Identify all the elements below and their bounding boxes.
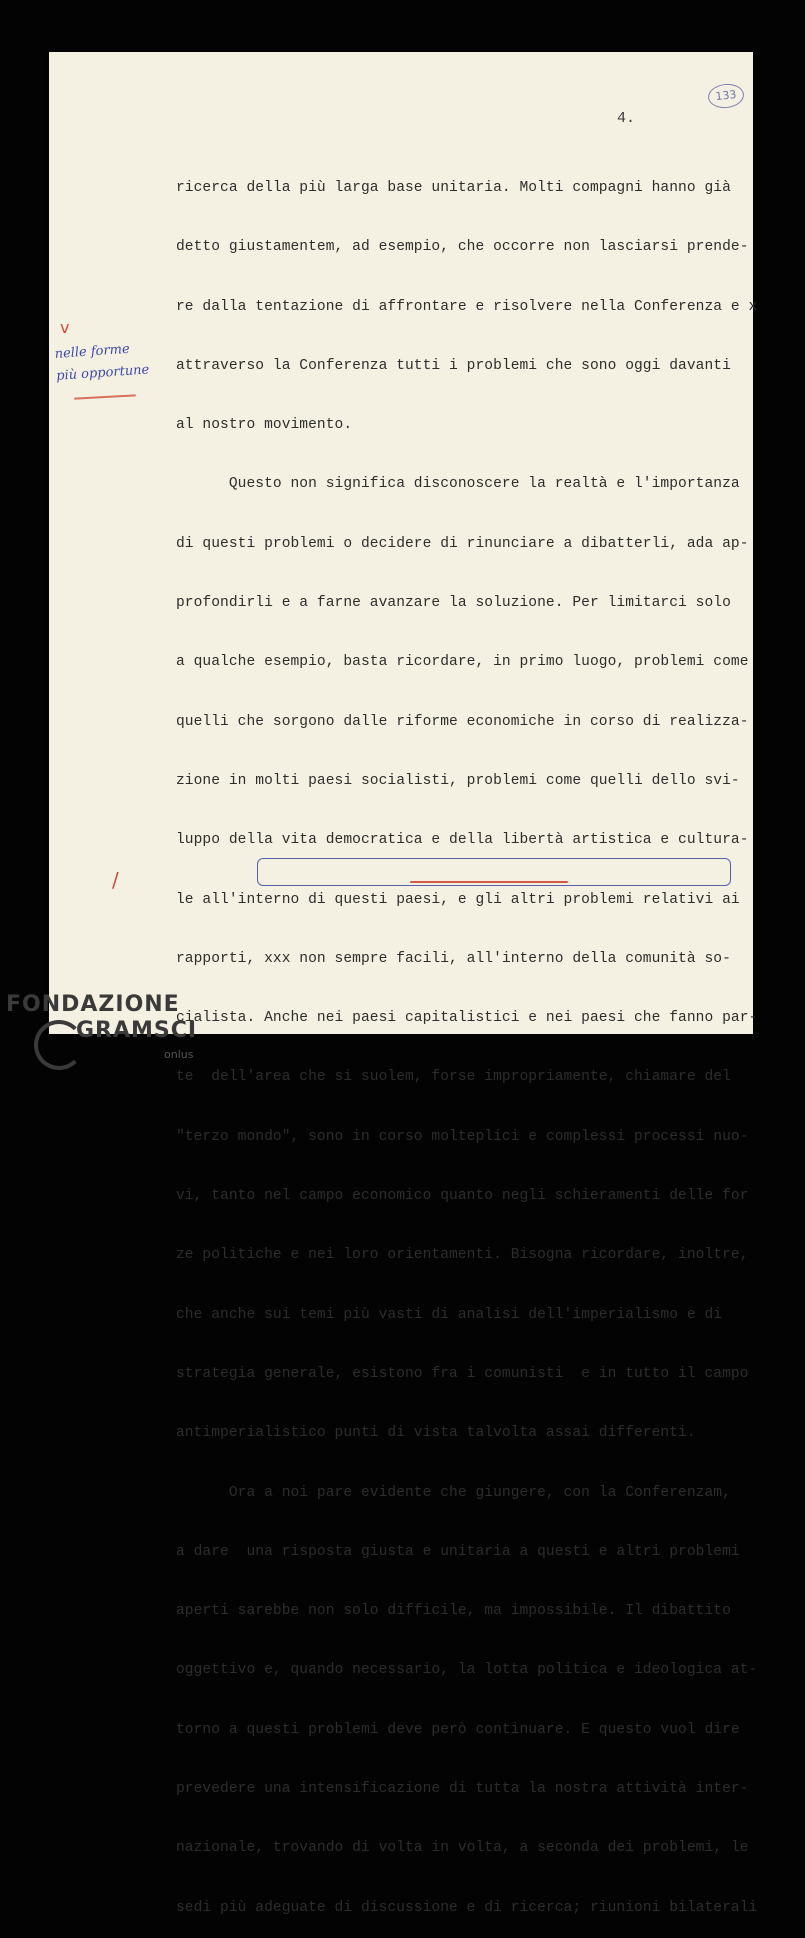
text-line: prevedere una intensificazione di tutta la nostra attività inter- bbox=[176, 1781, 749, 1798]
text-line: le all'interno di questi paesi, e gli altri problemi relativi ai bbox=[176, 891, 740, 908]
margin-note-line: nelle forme bbox=[54, 341, 131, 362]
text-line: Questo non significa disconoscere la realtà e l'importanza bbox=[176, 476, 740, 493]
text-line: a dare una risposta giusta e unitaria a questi e altri problemi bbox=[176, 1543, 740, 1560]
text-line: di questi problemi o decidere di rinunciare a dibatterli, ada ap- bbox=[176, 535, 749, 552]
text-line: sedi più adeguate di discussione e di ricerca; riunioni bilaterali bbox=[176, 1899, 758, 1916]
logo-line1: FONDAZIONE bbox=[6, 992, 180, 1017]
text-line: rapporti, xxx non sempre facili, all'interno della comunità so- bbox=[176, 950, 731, 967]
red-underline-mark bbox=[410, 881, 568, 883]
text-line: ricerca della più larga base unitaria. Molti compagni hanno già bbox=[176, 180, 731, 196]
archive-stamp: 133 bbox=[707, 82, 745, 110]
text-line: cialista. Anche nei paesi capitalistici e nei paesi che fanno par- bbox=[176, 1010, 758, 1027]
text-line: luppo della vita democratica e della libertà artistica e cultura- bbox=[176, 832, 749, 849]
margin-note-line: più opportune bbox=[55, 362, 150, 384]
text-line: attraverso la Conferenza tutti i problemi che sono oggi davanti bbox=[176, 357, 731, 374]
text-line: "terzo mondo", sono in corso molteplici e complessi processi nuo- bbox=[176, 1128, 749, 1145]
logo-line2: GRAMSCI bbox=[76, 1018, 198, 1043]
text-line: strategia generale, esistono fra i comunisti e in tutto il campo bbox=[176, 1365, 749, 1382]
text-line: che anche sui temi più vasti di analisi dell'imperialismo e di bbox=[176, 1306, 723, 1323]
logo-line3: onlus bbox=[164, 1048, 194, 1061]
text-line: profondirli e a farne avanzare la soluzione. Per limitarci solo bbox=[176, 595, 731, 612]
text-line: torno a questi problemi deve però continuare. E questo vuol dire bbox=[176, 1721, 740, 1738]
handwritten-margin-note bbox=[54, 338, 150, 388]
text-line: re dalla tentazione di affrontare e risolvere nella Conferenza e x bbox=[176, 298, 758, 315]
text-line: oggettivo e, quando necessario, la lotta politica e ideologica at- bbox=[176, 1662, 758, 1679]
text-line: te dell'area che si suolem, forse impropriamente, chiamare del bbox=[176, 1069, 731, 1086]
margin-tick-bottom: / bbox=[112, 868, 119, 892]
text-line: al nostro movimento. bbox=[176, 417, 353, 434]
text-line: vi, tanto nel campo economico quanto negli schieramenti delle for bbox=[176, 1188, 749, 1205]
fondazione-logo bbox=[0, 990, 210, 1080]
text-line: zione in molti paesi socialisti, problemi come quelli dello svi- bbox=[176, 772, 740, 789]
text-line: nazionale, trovando di volta in volta, a seconda dei problemi, le bbox=[176, 1840, 749, 1857]
margin-tick-top: v bbox=[60, 318, 70, 337]
text-line: quelli che sorgono dalle riforme economiche in corso di realizza- bbox=[176, 713, 749, 730]
text-line: a qualche esempio, basta ricordare, in primo luogo, problemi come bbox=[176, 654, 749, 671]
text-line: aperti sarebbe non solo difficile, ma impossibile. Il dibattito bbox=[176, 1603, 731, 1620]
text-line: detto giustamentem, ad esempio, che occorre non lasciarsi prende- bbox=[176, 239, 749, 256]
text-line: antimperialistico punti di vista talvolta assai differenti. bbox=[176, 1425, 696, 1442]
text-line: ze politiche e nei loro orientamenti. Bisogna ricordare, inoltre, bbox=[176, 1247, 749, 1264]
typed-body bbox=[176, 143, 756, 1938]
text-line: Ora a noi pare evidente che giungere, con la Conferenzam, bbox=[176, 1484, 731, 1501]
page-number: 4. bbox=[617, 110, 636, 127]
